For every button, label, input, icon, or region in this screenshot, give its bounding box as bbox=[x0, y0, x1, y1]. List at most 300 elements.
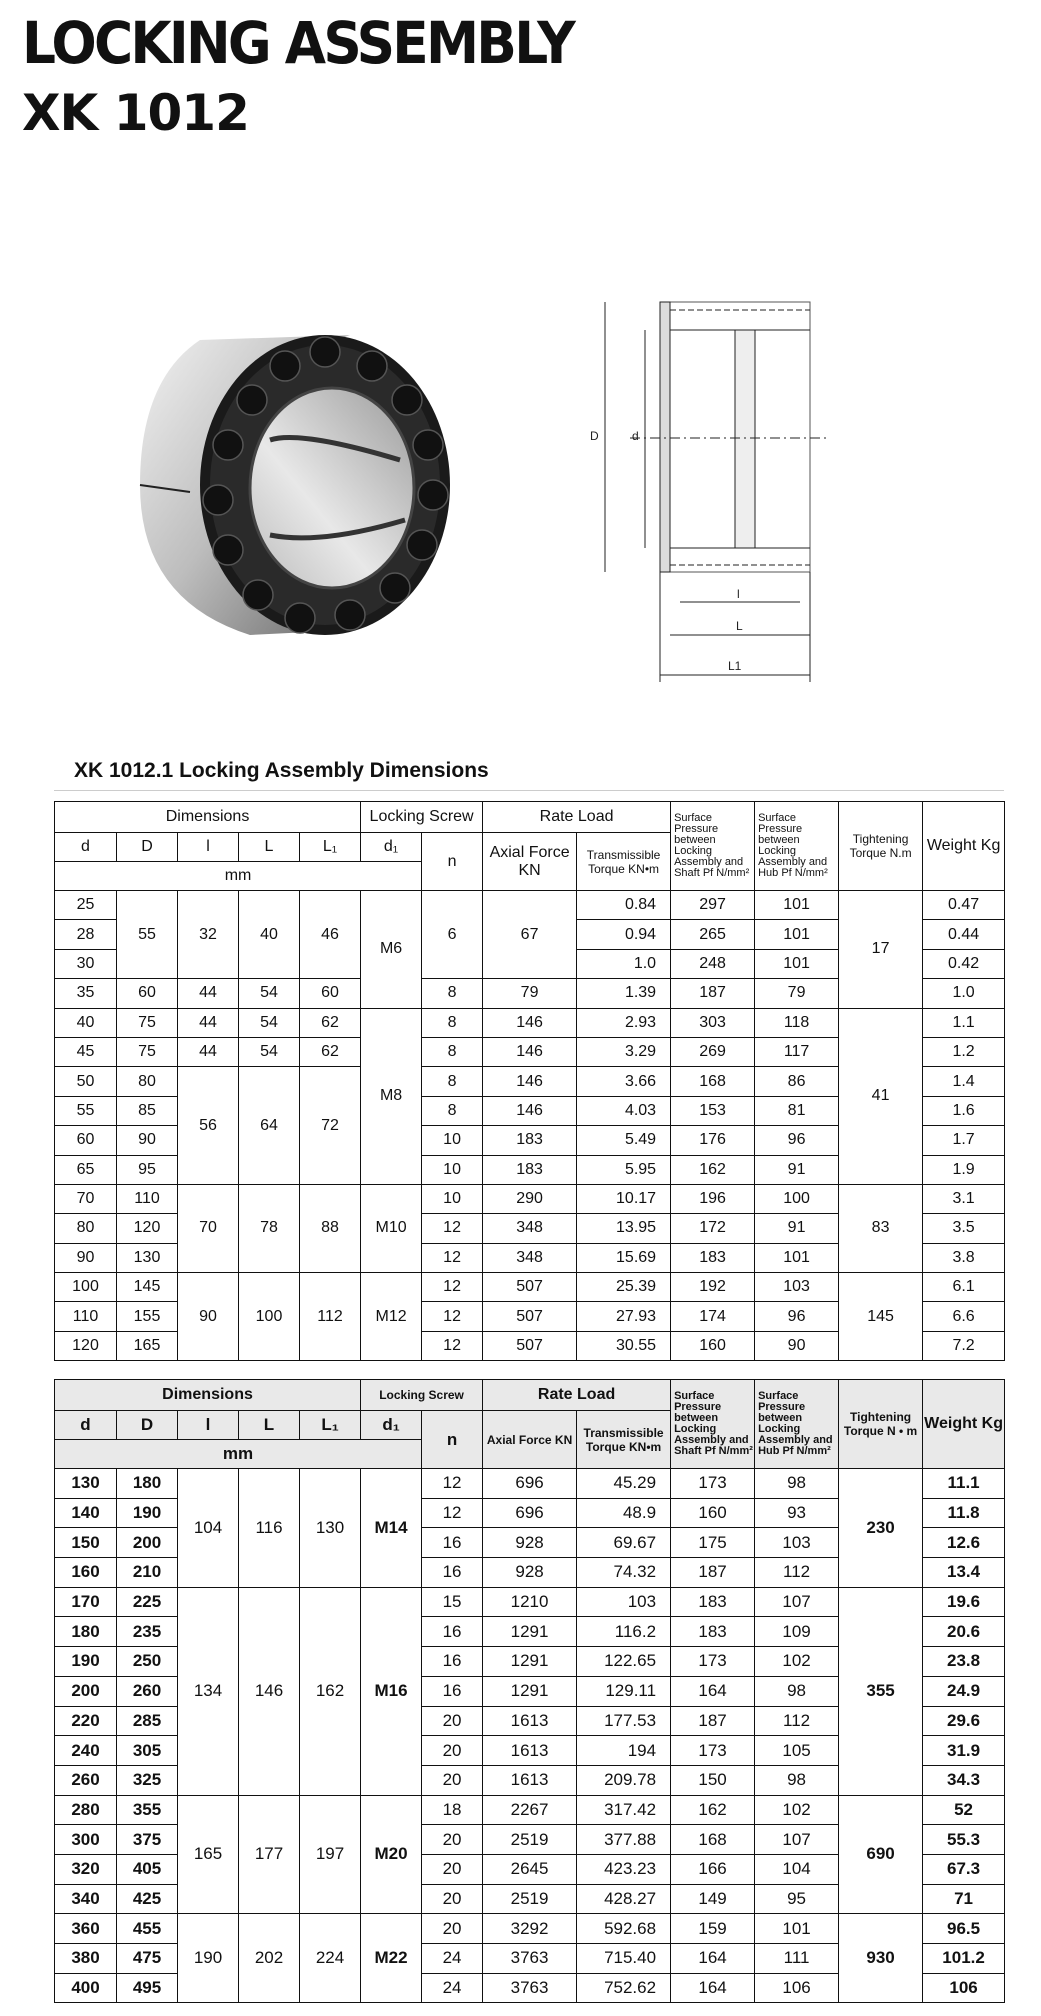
cell-pf_shaft: 297 bbox=[671, 891, 755, 920]
cell-axial: 2519 bbox=[483, 1825, 577, 1855]
header-axial-force: Axial Force KN bbox=[483, 833, 577, 891]
cell-D: 145 bbox=[117, 1273, 178, 1302]
cell-d: 380 bbox=[55, 1944, 117, 1974]
header-tightening-torque: Tightening Torque N.m bbox=[839, 802, 923, 891]
cell-d: 280 bbox=[55, 1795, 117, 1825]
cell-D: 325 bbox=[117, 1765, 178, 1795]
cell-D: 190 bbox=[117, 1498, 178, 1528]
header-weight: Weight Kg bbox=[923, 802, 1005, 891]
cell-n: 20 bbox=[422, 1914, 483, 1944]
cell-pf_hub: 109 bbox=[755, 1617, 839, 1647]
cell-torque: 4.03 bbox=[577, 1096, 671, 1125]
cell-pf_shaft: 168 bbox=[671, 1067, 755, 1096]
table-row bbox=[55, 1587, 1005, 1617]
cell-torque: 30.55 bbox=[577, 1331, 671, 1360]
cell-D: 225 bbox=[117, 1587, 178, 1617]
cell-pf_hub: 111 bbox=[755, 1944, 839, 1974]
cell-torque: 428.27 bbox=[577, 1884, 671, 1914]
cell-n: 6 bbox=[422, 891, 483, 979]
cell-screw: M8 bbox=[361, 1008, 422, 1184]
cell-L1: 197 bbox=[300, 1795, 361, 1914]
cell-w: 3.1 bbox=[923, 1184, 1005, 1213]
cell-axial: 2645 bbox=[483, 1854, 577, 1884]
cell-L: 54 bbox=[239, 1008, 300, 1037]
cell-n: 12 bbox=[422, 1214, 483, 1243]
cell-pf_shaft: 159 bbox=[671, 1914, 755, 1944]
cell-d: 170 bbox=[55, 1587, 117, 1617]
cell-pf_hub: 103 bbox=[755, 1528, 839, 1558]
cell-D: 180 bbox=[117, 1469, 178, 1499]
header-L1: L₁ bbox=[300, 1411, 361, 1440]
cell-pf_shaft: 173 bbox=[671, 1736, 755, 1766]
cell-torque: 0.84 bbox=[577, 891, 671, 920]
header-surface-hub: Surface Pressure between Locking Assembly and Hub Pf N/mm² bbox=[755, 1380, 839, 1469]
cell-L1: 60 bbox=[300, 979, 361, 1008]
cell-pf_shaft: 173 bbox=[671, 1469, 755, 1499]
cell-pf_hub: 107 bbox=[755, 1825, 839, 1855]
cell-d: 180 bbox=[55, 1617, 117, 1647]
cell-pf_hub: 96 bbox=[755, 1126, 839, 1155]
cell-w: 6.1 bbox=[923, 1273, 1005, 1302]
cell-d: 200 bbox=[55, 1676, 117, 1706]
cell-pf_hub: 81 bbox=[755, 1096, 839, 1125]
cell-pf_hub: 86 bbox=[755, 1067, 839, 1096]
cell-L: 54 bbox=[239, 979, 300, 1008]
cell-w: 0.47 bbox=[923, 891, 1005, 920]
cell-D: 55 bbox=[117, 891, 178, 979]
header-n: n bbox=[422, 1411, 483, 1469]
cell-w: 12.6 bbox=[923, 1528, 1005, 1558]
header-surface-hub: Surface Pressure between Locking Assembly and Hub Pf N/mm² bbox=[755, 802, 839, 891]
cell-pf_hub: 91 bbox=[755, 1214, 839, 1243]
cell-pf_shaft: 303 bbox=[671, 1008, 755, 1037]
cell-D: 250 bbox=[117, 1647, 178, 1677]
cell-pf_hub: 101 bbox=[755, 1914, 839, 1944]
cell-w: 67.3 bbox=[923, 1854, 1005, 1884]
cell-D: 60 bbox=[117, 979, 178, 1008]
cell-torque: 1.0 bbox=[577, 949, 671, 978]
cell-w: 71 bbox=[923, 1884, 1005, 1914]
cell-n: 20 bbox=[422, 1884, 483, 1914]
cell-axial: 696 bbox=[483, 1498, 577, 1528]
cell-D: 110 bbox=[117, 1184, 178, 1213]
cell-torque: 317.42 bbox=[577, 1795, 671, 1825]
cell-d: 320 bbox=[55, 1854, 117, 1884]
cell-D: 355 bbox=[117, 1795, 178, 1825]
cell-D: 75 bbox=[117, 1008, 178, 1037]
cell-w: 13.4 bbox=[923, 1558, 1005, 1588]
cell-n: 20 bbox=[422, 1706, 483, 1736]
cell-axial: 2519 bbox=[483, 1884, 577, 1914]
cell-l: 56 bbox=[178, 1067, 239, 1185]
cell-D: 375 bbox=[117, 1825, 178, 1855]
cell-L: 177 bbox=[239, 1795, 300, 1914]
technical-drawing bbox=[570, 290, 870, 690]
cell-torque: 2.93 bbox=[577, 1008, 671, 1037]
cell-pf_hub: 103 bbox=[755, 1273, 839, 1302]
cell-axial: 183 bbox=[483, 1126, 577, 1155]
cell-w: 23.8 bbox=[923, 1647, 1005, 1677]
table-row bbox=[55, 891, 1005, 920]
cell-n: 16 bbox=[422, 1617, 483, 1647]
cell-torque: 5.95 bbox=[577, 1155, 671, 1184]
cell-d: 35 bbox=[55, 979, 117, 1008]
cell-pf_shaft: 160 bbox=[671, 1498, 755, 1528]
cell-n: 24 bbox=[422, 1973, 483, 2003]
table-row bbox=[55, 1273, 1005, 1302]
cell-torque: 10.17 bbox=[577, 1184, 671, 1213]
cell-L: 116 bbox=[239, 1469, 300, 1588]
cell-d: 360 bbox=[55, 1914, 117, 1944]
cell-D: 285 bbox=[117, 1706, 178, 1736]
table-caption: XK 1012.1 Locking Assembly Dimensions bbox=[74, 759, 489, 782]
cell-n: 12 bbox=[422, 1273, 483, 1302]
cell-axial: 1291 bbox=[483, 1647, 577, 1677]
cell-D: 90 bbox=[117, 1126, 178, 1155]
header-d: d bbox=[55, 1411, 117, 1440]
cell-n: 16 bbox=[422, 1558, 483, 1588]
header-mm: mm bbox=[55, 862, 422, 891]
cell-axial: 348 bbox=[483, 1214, 577, 1243]
cell-pf_shaft: 149 bbox=[671, 1884, 755, 1914]
cell-pf_shaft: 187 bbox=[671, 979, 755, 1008]
header-axial-force: Axial Force KN bbox=[483, 1411, 577, 1469]
cell-L1: 62 bbox=[300, 1008, 361, 1037]
svg-text:l: l bbox=[737, 587, 740, 601]
cell-l: 190 bbox=[178, 1914, 239, 2003]
cell-torque: 48.9 bbox=[577, 1498, 671, 1528]
cell-axial: 3292 bbox=[483, 1914, 577, 1944]
cell-n: 18 bbox=[422, 1795, 483, 1825]
cell-D: 85 bbox=[117, 1096, 178, 1125]
cell-n: 16 bbox=[422, 1528, 483, 1558]
cell-torque: 103 bbox=[577, 1587, 671, 1617]
cell-l: 44 bbox=[178, 1037, 239, 1066]
cell-torque: 715.40 bbox=[577, 1944, 671, 1974]
cell-torque: 15.69 bbox=[577, 1243, 671, 1272]
cell-torque: 177.53 bbox=[577, 1706, 671, 1736]
header-mm: mm bbox=[55, 1440, 422, 1469]
cell-n: 12 bbox=[422, 1331, 483, 1360]
header-l: l bbox=[178, 833, 239, 862]
cell-torque: 3.66 bbox=[577, 1067, 671, 1096]
cell-w: 1.0 bbox=[923, 979, 1005, 1008]
cell-n: 12 bbox=[422, 1469, 483, 1499]
cell-pf_shaft: 183 bbox=[671, 1587, 755, 1617]
cell-pf_shaft: 174 bbox=[671, 1302, 755, 1331]
cell-d: 45 bbox=[55, 1037, 117, 1066]
cell-tt: 41 bbox=[839, 1008, 923, 1184]
cell-D: 130 bbox=[117, 1243, 178, 1272]
cell-axial: 696 bbox=[483, 1469, 577, 1499]
cell-L1: 46 bbox=[300, 891, 361, 979]
cell-screw: M14 bbox=[361, 1469, 422, 1588]
cell-w: 11.8 bbox=[923, 1498, 1005, 1528]
cell-axial: 928 bbox=[483, 1528, 577, 1558]
cell-w: 31.9 bbox=[923, 1736, 1005, 1766]
model-number: XK 1012 bbox=[22, 84, 249, 142]
header-d1: d₁ bbox=[361, 833, 422, 862]
cell-tt: 690 bbox=[839, 1795, 923, 1914]
header-tightening-torque: Tightening Torque N • m bbox=[839, 1380, 923, 1469]
cell-w: 7.2 bbox=[923, 1331, 1005, 1360]
svg-text:d: d bbox=[632, 429, 639, 443]
cell-pf_shaft: 166 bbox=[671, 1854, 755, 1884]
cell-D: 305 bbox=[117, 1736, 178, 1766]
cell-axial: 348 bbox=[483, 1243, 577, 1272]
cell-d: 300 bbox=[55, 1825, 117, 1855]
cell-n: 12 bbox=[422, 1243, 483, 1272]
table-row bbox=[55, 1469, 1005, 1499]
cell-pf_hub: 102 bbox=[755, 1647, 839, 1677]
cell-pf_shaft: 265 bbox=[671, 920, 755, 949]
cell-w: 3.5 bbox=[923, 1214, 1005, 1243]
cell-torque: 45.29 bbox=[577, 1469, 671, 1499]
cell-pf_shaft: 168 bbox=[671, 1825, 755, 1855]
cell-n: 8 bbox=[422, 1008, 483, 1037]
cell-axial: 507 bbox=[483, 1273, 577, 1302]
cell-L: 78 bbox=[239, 1184, 300, 1272]
cell-torque: 27.93 bbox=[577, 1302, 671, 1331]
cell-d: 400 bbox=[55, 1973, 117, 2003]
cell-pf_shaft: 183 bbox=[671, 1243, 755, 1272]
cell-axial: 67 bbox=[483, 891, 577, 979]
cell-d: 70 bbox=[55, 1184, 117, 1213]
cell-torque: 116.2 bbox=[577, 1617, 671, 1647]
cell-pf_shaft: 187 bbox=[671, 1558, 755, 1588]
cell-L: 54 bbox=[239, 1037, 300, 1066]
cell-pf_shaft: 269 bbox=[671, 1037, 755, 1066]
cell-n: 20 bbox=[422, 1854, 483, 1884]
cell-d: 340 bbox=[55, 1884, 117, 1914]
cell-pf_shaft: 162 bbox=[671, 1795, 755, 1825]
cell-L1: 88 bbox=[300, 1184, 361, 1272]
cell-l: 134 bbox=[178, 1587, 239, 1795]
cell-L1: 162 bbox=[300, 1587, 361, 1795]
cell-w: 1.6 bbox=[923, 1096, 1005, 1125]
cell-D: 475 bbox=[117, 1944, 178, 1974]
cell-d: 50 bbox=[55, 1067, 117, 1096]
cell-D: 155 bbox=[117, 1302, 178, 1331]
cell-pf_hub: 90 bbox=[755, 1331, 839, 1360]
cell-tt: 230 bbox=[839, 1469, 923, 1588]
cell-torque: 13.95 bbox=[577, 1214, 671, 1243]
table-row bbox=[55, 1795, 1005, 1825]
cell-n: 10 bbox=[422, 1184, 483, 1213]
cell-tt: 930 bbox=[839, 1914, 923, 2003]
cell-d: 260 bbox=[55, 1765, 117, 1795]
cell-n: 16 bbox=[422, 1676, 483, 1706]
cell-d: 30 bbox=[55, 949, 117, 978]
cell-n: 12 bbox=[422, 1498, 483, 1528]
cell-n: 24 bbox=[422, 1944, 483, 1974]
header-surface-shaft: Surface Pressure between Locking Assembly and Shaft Pf N/mm² bbox=[671, 1380, 755, 1469]
cell-torque: 592.68 bbox=[577, 1914, 671, 1944]
cell-w: 0.42 bbox=[923, 949, 1005, 978]
cell-d: 120 bbox=[55, 1331, 117, 1360]
cell-l: 44 bbox=[178, 1008, 239, 1037]
cell-axial: 146 bbox=[483, 1096, 577, 1125]
cell-D: 405 bbox=[117, 1854, 178, 1884]
cell-D: 200 bbox=[117, 1528, 178, 1558]
cell-axial: 146 bbox=[483, 1008, 577, 1037]
cell-pf_shaft: 172 bbox=[671, 1214, 755, 1243]
cell-L: 40 bbox=[239, 891, 300, 979]
cell-pf_hub: 112 bbox=[755, 1706, 839, 1736]
cell-pf_hub: 104 bbox=[755, 1854, 839, 1884]
cell-d: 40 bbox=[55, 1008, 117, 1037]
cell-pf_hub: 98 bbox=[755, 1765, 839, 1795]
cell-L1: 130 bbox=[300, 1469, 361, 1588]
cell-axial: 1613 bbox=[483, 1765, 577, 1795]
cell-w: 1.4 bbox=[923, 1067, 1005, 1096]
header-dimensions: Dimensions bbox=[55, 802, 361, 833]
cell-d: 150 bbox=[55, 1528, 117, 1558]
cell-L: 64 bbox=[239, 1067, 300, 1185]
cell-screw: M16 bbox=[361, 1587, 422, 1795]
cell-screw: M6 bbox=[361, 891, 422, 1009]
svg-text:L1: L1 bbox=[728, 659, 742, 673]
cell-n: 10 bbox=[422, 1126, 483, 1155]
cell-n: 15 bbox=[422, 1587, 483, 1617]
cell-axial: 1613 bbox=[483, 1736, 577, 1766]
cell-D: 80 bbox=[117, 1067, 178, 1096]
cell-w: 52 bbox=[923, 1795, 1005, 1825]
cell-pf_hub: 93 bbox=[755, 1498, 839, 1528]
cell-w: 11.1 bbox=[923, 1469, 1005, 1499]
cell-axial: 146 bbox=[483, 1067, 577, 1096]
cell-pf_hub: 101 bbox=[755, 1243, 839, 1272]
cell-n: 8 bbox=[422, 1067, 483, 1096]
cell-L1: 112 bbox=[300, 1273, 361, 1361]
header-n: n bbox=[422, 833, 483, 891]
header-L: L bbox=[239, 833, 300, 862]
cell-axial: 79 bbox=[483, 979, 577, 1008]
cell-n: 8 bbox=[422, 979, 483, 1008]
cell-w: 24.9 bbox=[923, 1676, 1005, 1706]
cell-axial: 507 bbox=[483, 1302, 577, 1331]
cell-axial: 290 bbox=[483, 1184, 577, 1213]
cell-D: 75 bbox=[117, 1037, 178, 1066]
cell-screw: M22 bbox=[361, 1914, 422, 2003]
cell-pf_shaft: 173 bbox=[671, 1647, 755, 1677]
header-rate-load: Rate Load bbox=[483, 1380, 671, 1411]
cell-n: 20 bbox=[422, 1736, 483, 1766]
cell-l: 90 bbox=[178, 1273, 239, 1361]
cell-axial: 1613 bbox=[483, 1706, 577, 1736]
cell-torque: 1.39 bbox=[577, 979, 671, 1008]
cell-axial: 183 bbox=[483, 1155, 577, 1184]
cell-pf_shaft: 160 bbox=[671, 1331, 755, 1360]
cell-d: 140 bbox=[55, 1498, 117, 1528]
cell-w: 19.6 bbox=[923, 1587, 1005, 1617]
cell-pf_hub: 105 bbox=[755, 1736, 839, 1766]
cell-axial: 3763 bbox=[483, 1944, 577, 1974]
header-L: L bbox=[239, 1411, 300, 1440]
cell-pf_hub: 96 bbox=[755, 1302, 839, 1331]
cell-w: 20.6 bbox=[923, 1617, 1005, 1647]
cell-l: 104 bbox=[178, 1469, 239, 1588]
divider bbox=[54, 790, 1004, 791]
cell-d: 100 bbox=[55, 1273, 117, 1302]
cell-pf_shaft: 176 bbox=[671, 1126, 755, 1155]
header-locking-screw: Locking Screw bbox=[361, 1380, 483, 1411]
cell-d: 240 bbox=[55, 1736, 117, 1766]
cell-pf_shaft: 175 bbox=[671, 1528, 755, 1558]
cell-L1: 62 bbox=[300, 1037, 361, 1066]
cell-axial: 1210 bbox=[483, 1587, 577, 1617]
header-d: d bbox=[55, 833, 117, 862]
cell-d: 220 bbox=[55, 1706, 117, 1736]
cell-pf_hub: 79 bbox=[755, 979, 839, 1008]
cell-torque: 752.62 bbox=[577, 1973, 671, 2003]
header-rate-load: Rate Load bbox=[483, 802, 671, 833]
header-D: D bbox=[117, 1411, 178, 1440]
cell-axial: 3763 bbox=[483, 1973, 577, 2003]
cell-torque: 74.32 bbox=[577, 1558, 671, 1588]
cell-d: 28 bbox=[55, 920, 117, 949]
cell-tt: 83 bbox=[839, 1184, 923, 1272]
cell-l: 70 bbox=[178, 1184, 239, 1272]
cell-screw: M10 bbox=[361, 1184, 422, 1272]
header-weight: Weight Kg bbox=[923, 1380, 1005, 1469]
svg-text:D: D bbox=[590, 429, 599, 443]
cell-d: 190 bbox=[55, 1647, 117, 1677]
cell-screw: M20 bbox=[361, 1795, 422, 1914]
cell-D: 425 bbox=[117, 1884, 178, 1914]
cell-n: 16 bbox=[422, 1647, 483, 1677]
table-row bbox=[55, 1008, 1005, 1037]
cell-pf_hub: 101 bbox=[755, 891, 839, 920]
cell-d: 110 bbox=[55, 1302, 117, 1331]
header-locking-screw: Locking Screw bbox=[361, 802, 483, 833]
cell-d: 25 bbox=[55, 891, 117, 920]
cell-n: 20 bbox=[422, 1765, 483, 1795]
cell-pf_hub: 95 bbox=[755, 1884, 839, 1914]
cell-pf_hub: 101 bbox=[755, 920, 839, 949]
cell-torque: 423.23 bbox=[577, 1854, 671, 1884]
cell-d: 55 bbox=[55, 1096, 117, 1125]
cell-D: 495 bbox=[117, 1973, 178, 2003]
cell-d: 160 bbox=[55, 1558, 117, 1588]
cell-torque: 377.88 bbox=[577, 1825, 671, 1855]
cell-torque: 3.29 bbox=[577, 1037, 671, 1066]
cell-w: 1.7 bbox=[923, 1126, 1005, 1155]
cell-torque: 194 bbox=[577, 1736, 671, 1766]
cell-w: 1.9 bbox=[923, 1155, 1005, 1184]
cell-n: 12 bbox=[422, 1302, 483, 1331]
cell-screw: M12 bbox=[361, 1273, 422, 1361]
cell-torque: 25.39 bbox=[577, 1273, 671, 1302]
header-surface-shaft: Surface Pressure between Locking Assembly and Shaft Pf N/mm² bbox=[671, 802, 755, 891]
cell-L1: 224 bbox=[300, 1914, 361, 2003]
cell-tt: 145 bbox=[839, 1273, 923, 1361]
cell-L: 100 bbox=[239, 1273, 300, 1361]
dimensions-table-1 bbox=[54, 801, 1005, 1361]
cell-w: 106 bbox=[923, 1973, 1005, 2003]
cell-pf_shaft: 164 bbox=[671, 1973, 755, 2003]
cell-D: 210 bbox=[117, 1558, 178, 1588]
page-title: LOCKING ASSEMBLY bbox=[22, 9, 574, 77]
cell-l: 44 bbox=[178, 979, 239, 1008]
cell-w: 34.3 bbox=[923, 1765, 1005, 1795]
cell-axial: 507 bbox=[483, 1331, 577, 1360]
cell-d: 90 bbox=[55, 1243, 117, 1272]
cell-w: 55.3 bbox=[923, 1825, 1005, 1855]
cell-w: 1.1 bbox=[923, 1008, 1005, 1037]
header-torque: Transmissible Torque KN•m bbox=[577, 833, 671, 891]
cell-L1: 72 bbox=[300, 1067, 361, 1185]
